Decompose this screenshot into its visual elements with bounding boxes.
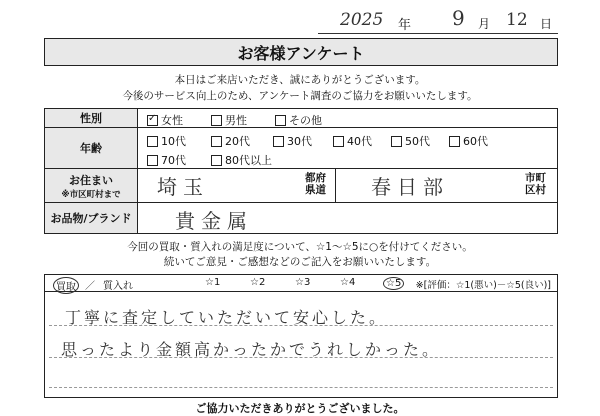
- age-option-label: 30代: [287, 135, 312, 148]
- prefecture-unit: 都府 県道: [305, 172, 326, 196]
- checkbox-50s[interactable]: [391, 136, 402, 147]
- gender-option-label: その他: [289, 114, 322, 127]
- age-option-60s[interactable]: [449, 133, 488, 149]
- checkbox-60s[interactable]: [449, 136, 460, 147]
- age-option-label: 60代: [463, 135, 488, 148]
- city-unit: 市町 区村: [525, 172, 546, 196]
- age-option-30s[interactable]: [273, 133, 312, 149]
- feedback-box: [44, 274, 558, 398]
- date-day: 12: [506, 10, 528, 30]
- address-label: [45, 169, 138, 202]
- gender-option-other[interactable]: [275, 112, 322, 128]
- star-rating-1[interactable]: ☆1: [205, 277, 221, 288]
- service-separator: ／: [85, 281, 95, 292]
- date-month: 9: [452, 6, 465, 30]
- age-option-label: 50代: [405, 135, 430, 148]
- date-day-unit: 日: [540, 17, 553, 31]
- rating-scale-note: ※[評価：☆1(悪い)－☆5(良い)]: [415, 280, 551, 291]
- item-value[interactable]: 貴金属: [175, 209, 253, 233]
- item-label-text: お品物/ブランド: [50, 212, 132, 225]
- checkbox-40s[interactable]: [333, 136, 344, 147]
- ruled-line: [49, 387, 553, 388]
- age-option-40s[interactable]: [333, 133, 372, 149]
- service-buy-option[interactable]: 買取: [53, 277, 79, 294]
- feedback-text-line-2[interactable]: 思ったより金額高かったかでうれしかった。: [61, 340, 442, 359]
- intro-line-2: 今後のサービス向上のため、アンケート調査のご協力をお願いいたします。: [122, 90, 478, 102]
- age-label-text: 年齢: [80, 142, 102, 155]
- star-rating-5[interactable]: ☆5: [383, 277, 404, 290]
- feedback-text-line-1[interactable]: 丁寧に査定していただいて安心した。: [65, 308, 389, 327]
- star-rating-2[interactable]: ☆2: [250, 277, 266, 288]
- intro-line-1: 本日はご来店いただき、誠にありがとうございます。: [174, 74, 426, 86]
- age-option-20s[interactable]: [211, 133, 250, 149]
- date-year: 2025: [340, 10, 384, 30]
- page-title-text: お客様アンケート: [237, 43, 365, 63]
- date-underline: [318, 33, 558, 34]
- age-label: [45, 128, 138, 168]
- star-rating-3[interactable]: ☆3: [295, 277, 311, 288]
- age-option-label: 20代: [225, 135, 250, 148]
- star-rating-4[interactable]: ☆4: [340, 277, 356, 288]
- satisfaction-line-1: 今回の買取・質入れの満足度について、☆1～☆5に○を付けてください。: [127, 241, 473, 253]
- age-option-label: 40代: [347, 135, 372, 148]
- age-option-10s[interactable]: [147, 133, 186, 149]
- checkbox-30s[interactable]: [273, 136, 284, 147]
- gender-option-male[interactable]: [211, 112, 247, 128]
- date-year-unit: 年: [398, 18, 412, 33]
- checkbox-female[interactable]: [147, 115, 158, 126]
- checkbox-10s[interactable]: [147, 136, 158, 147]
- checkbox-80s-plus[interactable]: [211, 155, 222, 166]
- gender-label: [45, 109, 138, 127]
- gender-option-label: 男性: [225, 114, 247, 127]
- date-month-unit: 月: [478, 17, 491, 31]
- gender-option-female[interactable]: [147, 112, 183, 128]
- prefecture-value[interactable]: 埼玉: [157, 175, 209, 199]
- city-value[interactable]: 春日部: [371, 175, 449, 199]
- satisfaction-line-2: 続いてご意見・ご感想などのご記入をお願いいたします。: [163, 256, 437, 268]
- feedback-header: [45, 275, 557, 292]
- checkbox-other[interactable]: [275, 115, 286, 126]
- age-option-label: 80代以上: [225, 154, 272, 167]
- item-label: [45, 203, 138, 233]
- checkbox-20s[interactable]: [211, 136, 222, 147]
- age-option-50s[interactable]: [391, 133, 430, 149]
- customer-form: [44, 108, 558, 234]
- page-title: [44, 38, 558, 66]
- age-option-label: 70代: [161, 154, 186, 167]
- address-label-text: お住まい: [69, 173, 113, 187]
- age-option-70s[interactable]: [147, 152, 186, 168]
- column-divider: [335, 169, 336, 202]
- gender-label-text: 性別: [80, 112, 102, 125]
- gender-option-label: 女性: [161, 114, 183, 127]
- checkbox-70s[interactable]: [147, 155, 158, 166]
- checkbox-male[interactable]: [211, 115, 222, 126]
- age-option-80s-plus[interactable]: [211, 152, 272, 168]
- address-sublabel: ※市区町村まで: [61, 189, 121, 200]
- closing-thanks: ご協力いただきありがとうございました。: [195, 402, 405, 415]
- age-option-label: 10代: [161, 135, 186, 148]
- service-pawn-option[interactable]: 質入れ: [103, 281, 133, 292]
